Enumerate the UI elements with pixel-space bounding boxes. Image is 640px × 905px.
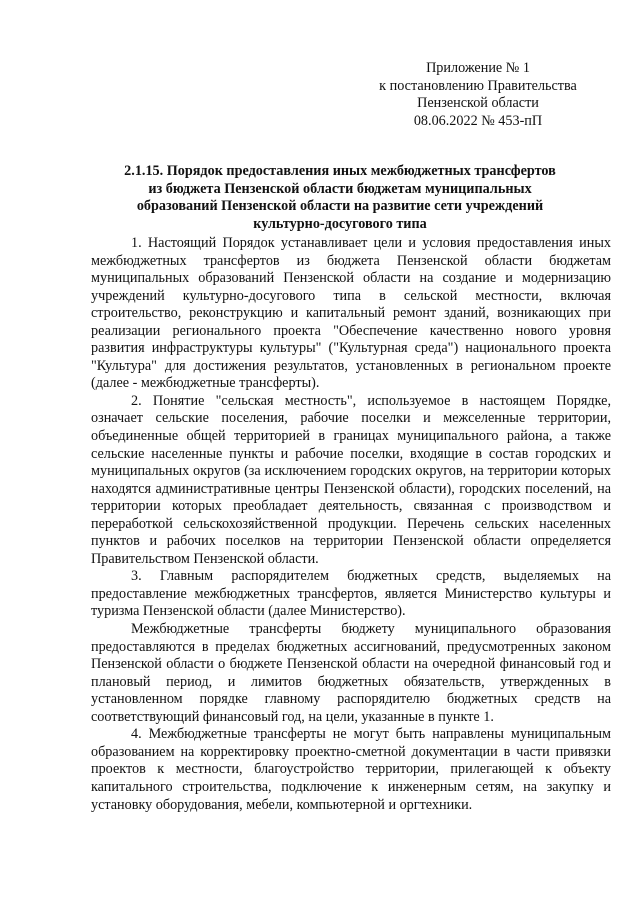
paragraph-3-continued: Межбюджетные трансферты бюджету муниципального образования предоставляются в пределах бюджетных ассигнований, предусмотренных законом Пензенской области о бюджете Пензенской области на очередной финансовый год и плановый период, и лимитов бюджетных обязательств, утвержденных в установленном порядке главному распорядителю бюджетных средств на соответствующий финансовый год, на цели, указанные в пункте 1. (91, 621, 611, 725)
title-line-3: образований Пензенской области на развитие сети учреждений (136, 198, 544, 215)
appendix-region: Пензенской области (417, 95, 539, 112)
paragraph-2: 2. Понятие "сельская местность", используемое в настоящем Порядке, означает сельские поселения, рабочие поселки и межселенные территории, объединенные общей территорией в границах муниципального района, а также сельские населенные пункты и рабочие поселки, входящие в состав городских и муниципальных округов (за исключением городских округов, на территории которых находятся административные центры Пензенской области), городских поселений, на территории которых преобладает деятельность, связанная с производством и переработкой сельскохозяйственной продукции. Перечень сельских населенных пунктов и рабочих поселков на территории Пензенской области определяется Правительством Пензенской области. (91, 392, 611, 567)
document-body (91, 235, 611, 814)
title-line-2: из бюджета Пензенской области бюджетам муниципальных (148, 180, 532, 197)
document-title (90, 163, 590, 233)
paragraph-3: 3. Главным распорядителем бюджетных средств, выделяемых на предоставление межбюджетных трансфертов, является Министерство культуры и туризма Пензенской области (далее Министерство). (91, 568, 611, 620)
appendix-date-number: 08.06.2022 № 453-пП (413, 112, 543, 129)
title-line-4: культурно-досугового типа (253, 215, 427, 232)
paragraph-4: 4. Межбюджетные трансферты не могут быть направлены муниципальным образованием на корректировку проектно-сметной документации в части привязки проектов к местности, благоустройство территории, прилегающей к объекту капитального строительства, подключение к инженерным сетям, на закупку и установку оборудования, мебели, компьютерной и оргтехники. (91, 726, 611, 813)
appendix-resolution: к постановлению Правительства (379, 77, 577, 94)
appendix-title: Приложение № 1 (426, 60, 530, 76)
title-line-1: 2.1.15. Порядок предоставления иных межбюджетных трансфертов (124, 163, 556, 179)
paragraph-1: 1. Настоящий Порядок устанавливает цели и условия предоставления иных межбюджетных трансфертов из бюджета Пензенской области бюджетам муниципальных образований Пензенской области на создание и модернизацию учреждений культурно-досугового типа в сельской местности, включая строительство, реконструкцию и капитальный ремонт зданий, возникающих при реализации регионального проекта "Обеспечение качественно нового уровня развития инфраструктуры культуры" ("Культурная среда") национального проекта "Культура" для достижения результатов, установленных в региональном проекте (далее - межбюджетные трансферты). (91, 235, 611, 392)
appendix-block (348, 60, 608, 130)
